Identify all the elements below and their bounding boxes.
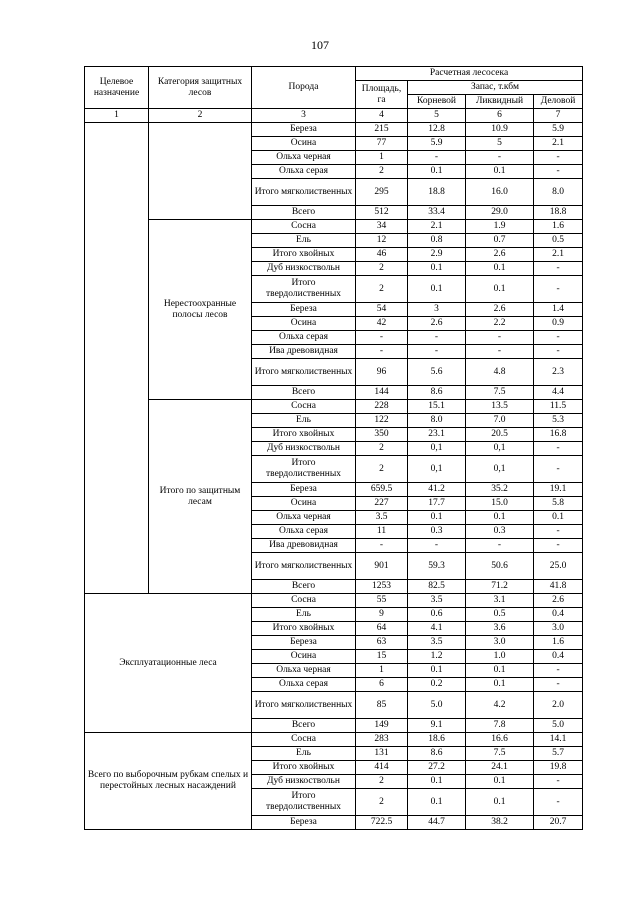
area-cell: 64	[356, 622, 408, 636]
root-stock-cell: 2.6	[408, 317, 466, 331]
col-number: 4	[356, 109, 408, 123]
liquid-stock-cell: -	[466, 345, 534, 359]
species-cell: Ольха черная	[252, 511, 356, 525]
root-stock-cell: 0.8	[408, 234, 466, 248]
business-stock-cell: 5.0	[534, 719, 583, 733]
header-species: Порода	[252, 67, 356, 109]
species-cell: Итого твердолиственных	[252, 276, 356, 303]
liquid-stock-cell: 24.1	[466, 761, 534, 775]
species-cell: Береза	[252, 123, 356, 137]
purpose-cell: Всего по выборочным рубкам спелых и перестойных лесных насаждений	[85, 733, 252, 830]
table-row	[85, 594, 583, 608]
root-stock-cell: 27.2	[408, 761, 466, 775]
root-stock-cell: 41.2	[408, 483, 466, 497]
area-cell: 11	[356, 525, 408, 539]
root-stock-cell: 0.1	[408, 165, 466, 179]
area-cell: -	[356, 331, 408, 345]
root-stock-cell: 33.4	[408, 206, 466, 220]
area-cell: 2	[356, 789, 408, 816]
root-stock-cell: 23.1	[408, 428, 466, 442]
business-stock-cell: 1.4	[534, 303, 583, 317]
business-stock-cell: 1.6	[534, 636, 583, 650]
root-stock-cell: 0.1	[408, 262, 466, 276]
col-number: 2	[149, 109, 252, 123]
liquid-stock-cell: 7.8	[466, 719, 534, 733]
business-stock-cell: 11.5	[534, 400, 583, 414]
table-row	[85, 220, 583, 234]
area-cell: 122	[356, 414, 408, 428]
area-cell: 414	[356, 761, 408, 775]
liquid-stock-cell: -	[466, 331, 534, 345]
root-stock-cell: -	[408, 331, 466, 345]
species-cell: Осина	[252, 317, 356, 331]
root-stock-cell: 0,1	[408, 456, 466, 483]
area-cell: 131	[356, 747, 408, 761]
area-cell: 149	[356, 719, 408, 733]
area-cell: 295	[356, 179, 408, 206]
species-cell: Ольха черная	[252, 151, 356, 165]
business-stock-cell: 2.6	[534, 594, 583, 608]
forest-cutting-table	[84, 66, 583, 830]
area-cell: 2	[356, 276, 408, 303]
area-cell: 215	[356, 123, 408, 137]
liquid-stock-cell: 7.0	[466, 414, 534, 428]
business-stock-cell: -	[534, 525, 583, 539]
species-cell: Береза	[252, 303, 356, 317]
header-category: Категория защитных лесов	[149, 67, 252, 109]
species-cell: Осина	[252, 650, 356, 664]
liquid-stock-cell: 35.2	[466, 483, 534, 497]
species-cell: Всего	[252, 386, 356, 400]
business-stock-cell: 2.0	[534, 692, 583, 719]
liquid-stock-cell: 13.5	[466, 400, 534, 414]
root-stock-cell: 8.6	[408, 747, 466, 761]
species-cell: Итого хвойных	[252, 761, 356, 775]
area-cell: 227	[356, 497, 408, 511]
root-stock-cell: -	[408, 539, 466, 553]
business-stock-cell: 41.8	[534, 580, 583, 594]
root-stock-cell: 17.7	[408, 497, 466, 511]
liquid-stock-cell: 0.1	[466, 262, 534, 276]
business-stock-cell: 3.0	[534, 622, 583, 636]
liquid-stock-cell: 1.0	[466, 650, 534, 664]
area-cell: -	[356, 345, 408, 359]
species-cell: Итого мягколиственных	[252, 359, 356, 386]
business-stock-cell: 2.3	[534, 359, 583, 386]
root-stock-cell: 4.1	[408, 622, 466, 636]
root-stock-cell: -	[408, 345, 466, 359]
root-stock-cell: 0.1	[408, 775, 466, 789]
species-cell: Сосна	[252, 220, 356, 234]
root-stock-cell: 1.2	[408, 650, 466, 664]
liquid-stock-cell: 20.5	[466, 428, 534, 442]
species-cell: Ольха серая	[252, 331, 356, 345]
root-stock-cell: 59.3	[408, 553, 466, 580]
root-stock-cell: 18.8	[408, 179, 466, 206]
liquid-stock-cell: 4.2	[466, 692, 534, 719]
business-stock-cell: -	[534, 345, 583, 359]
business-stock-cell: -	[534, 276, 583, 303]
root-stock-cell: 3	[408, 303, 466, 317]
root-stock-cell: 9.1	[408, 719, 466, 733]
area-cell: 46	[356, 248, 408, 262]
area-cell: 9	[356, 608, 408, 622]
root-stock-cell: 18.6	[408, 733, 466, 747]
business-stock-cell: -	[534, 165, 583, 179]
area-cell: 1253	[356, 580, 408, 594]
col-number: 6	[466, 109, 534, 123]
header-stock: Запас, т.кбм	[408, 81, 583, 95]
species-cell: Осина	[252, 497, 356, 511]
table-row	[85, 733, 583, 747]
root-stock-cell: 5.0	[408, 692, 466, 719]
area-cell: 2	[356, 165, 408, 179]
liquid-stock-cell: 2.2	[466, 317, 534, 331]
business-stock-cell: 0.1	[534, 511, 583, 525]
root-stock-cell: 0.1	[408, 664, 466, 678]
business-stock-cell: -	[534, 678, 583, 692]
species-cell: Береза	[252, 816, 356, 830]
col-number: 3	[252, 109, 356, 123]
business-stock-cell: 19.8	[534, 761, 583, 775]
business-stock-cell: 5.8	[534, 497, 583, 511]
area-cell: 722.5	[356, 816, 408, 830]
root-stock-cell: 0.6	[408, 608, 466, 622]
species-cell: Дуб низкоствольн	[252, 442, 356, 456]
category-cell: Нерестоохранные полосы лесов	[149, 220, 252, 400]
species-cell: Ель	[252, 608, 356, 622]
liquid-stock-cell: 3.6	[466, 622, 534, 636]
business-stock-cell: 19.1	[534, 483, 583, 497]
area-cell: 42	[356, 317, 408, 331]
species-cell: Сосна	[252, 400, 356, 414]
business-stock-cell: 0.9	[534, 317, 583, 331]
business-stock-cell: -	[534, 151, 583, 165]
species-cell: Сосна	[252, 594, 356, 608]
liquid-stock-cell: 10.9	[466, 123, 534, 137]
species-cell: Итого твердолиственных	[252, 456, 356, 483]
liquid-stock-cell: 0.1	[466, 664, 534, 678]
liquid-stock-cell: 3.0	[466, 636, 534, 650]
area-cell: -	[356, 539, 408, 553]
liquid-stock-cell: -	[466, 539, 534, 553]
root-stock-cell: 8.0	[408, 414, 466, 428]
area-cell: 1	[356, 664, 408, 678]
species-cell: Ель	[252, 234, 356, 248]
table-row	[85, 400, 583, 414]
liquid-stock-cell: 0.5	[466, 608, 534, 622]
purpose-cell	[85, 123, 149, 594]
species-cell: Ива древовидная	[252, 539, 356, 553]
root-stock-cell: 5.6	[408, 359, 466, 386]
liquid-stock-cell: 7.5	[466, 386, 534, 400]
area-cell: 6	[356, 678, 408, 692]
business-stock-cell: -	[534, 331, 583, 345]
species-cell: Итого мягколиственных	[252, 553, 356, 580]
business-stock-cell: 14.1	[534, 733, 583, 747]
business-stock-cell: 0.5	[534, 234, 583, 248]
root-stock-cell: 0.1	[408, 511, 466, 525]
liquid-stock-cell: 0,1	[466, 442, 534, 456]
category-cell	[149, 123, 252, 220]
species-cell: Всего	[252, 206, 356, 220]
species-cell: Ольха серая	[252, 525, 356, 539]
area-cell: 77	[356, 137, 408, 151]
liquid-stock-cell: 71.2	[466, 580, 534, 594]
liquid-stock-cell: 1.9	[466, 220, 534, 234]
species-cell: Ольха серая	[252, 678, 356, 692]
liquid-stock-cell: 4.8	[466, 359, 534, 386]
area-cell: 512	[356, 206, 408, 220]
root-stock-cell: 0.1	[408, 789, 466, 816]
liquid-stock-cell: 16.0	[466, 179, 534, 206]
root-stock-cell: 5.9	[408, 137, 466, 151]
area-cell: 2	[356, 442, 408, 456]
liquid-stock-cell: 2.6	[466, 303, 534, 317]
business-stock-cell: -	[534, 539, 583, 553]
species-cell: Итого твердолиственных	[252, 789, 356, 816]
business-stock-cell: 0.4	[534, 608, 583, 622]
area-cell: 15	[356, 650, 408, 664]
root-stock-cell: 2.1	[408, 220, 466, 234]
area-cell: 85	[356, 692, 408, 719]
area-cell: 12	[356, 234, 408, 248]
liquid-stock-cell: -	[466, 151, 534, 165]
area-cell: 228	[356, 400, 408, 414]
root-stock-cell: 0.3	[408, 525, 466, 539]
area-cell: 54	[356, 303, 408, 317]
liquid-stock-cell: 16.6	[466, 733, 534, 747]
species-cell: Дуб низкоствольн	[252, 775, 356, 789]
header-business: Деловой	[534, 95, 583, 109]
area-cell: 350	[356, 428, 408, 442]
root-stock-cell: 0.1	[408, 276, 466, 303]
root-stock-cell: 15.1	[408, 400, 466, 414]
liquid-stock-cell: 0.1	[466, 789, 534, 816]
business-stock-cell: -	[534, 262, 583, 276]
species-cell: Ива древовидная	[252, 345, 356, 359]
col-number: 1	[85, 109, 149, 123]
area-cell: 2	[356, 456, 408, 483]
liquid-stock-cell: 0.1	[466, 276, 534, 303]
business-stock-cell: -	[534, 775, 583, 789]
liquid-stock-cell: 7.5	[466, 747, 534, 761]
col-number: 7	[534, 109, 583, 123]
area-cell: 63	[356, 636, 408, 650]
business-stock-cell: 20.7	[534, 816, 583, 830]
liquid-stock-cell: 0.1	[466, 165, 534, 179]
area-cell: 1	[356, 151, 408, 165]
species-cell: Береза	[252, 483, 356, 497]
root-stock-cell: 82.5	[408, 580, 466, 594]
root-stock-cell: 2.9	[408, 248, 466, 262]
business-stock-cell: 4.4	[534, 386, 583, 400]
area-cell: 659.5	[356, 483, 408, 497]
liquid-stock-cell: 5	[466, 137, 534, 151]
header-root: Корневой	[408, 95, 466, 109]
species-cell: Осина	[252, 137, 356, 151]
business-stock-cell: 5.7	[534, 747, 583, 761]
root-stock-cell: 12.8	[408, 123, 466, 137]
business-stock-cell: 25.0	[534, 553, 583, 580]
species-cell: Итого хвойных	[252, 622, 356, 636]
liquid-stock-cell: 2.6	[466, 248, 534, 262]
root-stock-cell: 3.5	[408, 594, 466, 608]
liquid-stock-cell: 29.0	[466, 206, 534, 220]
species-cell: Итого хвойных	[252, 248, 356, 262]
root-stock-cell: 8.6	[408, 386, 466, 400]
category-cell: Итого по защитным лесам	[149, 400, 252, 594]
liquid-stock-cell: 0.7	[466, 234, 534, 248]
area-cell: 2	[356, 775, 408, 789]
liquid-stock-cell: 15.0	[466, 497, 534, 511]
area-cell: 96	[356, 359, 408, 386]
business-stock-cell: 5.9	[534, 123, 583, 137]
liquid-stock-cell: 0,1	[466, 456, 534, 483]
purpose-cell: Эксплуатационные леса	[85, 594, 252, 733]
business-stock-cell: -	[534, 442, 583, 456]
root-stock-cell: 44.7	[408, 816, 466, 830]
area-cell: 55	[356, 594, 408, 608]
species-cell: Всего	[252, 580, 356, 594]
area-cell: 901	[356, 553, 408, 580]
business-stock-cell: 0.4	[534, 650, 583, 664]
liquid-stock-cell: 38.2	[466, 816, 534, 830]
business-stock-cell: 16.8	[534, 428, 583, 442]
species-cell: Ольха серая	[252, 165, 356, 179]
area-cell: 283	[356, 733, 408, 747]
liquid-stock-cell: 0.3	[466, 525, 534, 539]
species-cell: Береза	[252, 636, 356, 650]
business-stock-cell: 1.6	[534, 220, 583, 234]
root-stock-cell: 0,1	[408, 442, 466, 456]
root-stock-cell: -	[408, 151, 466, 165]
species-cell: Дуб низкоствольн	[252, 262, 356, 276]
area-cell: 144	[356, 386, 408, 400]
header-cutting-area: Расчетная лесосека	[356, 67, 583, 81]
liquid-stock-cell: 0.1	[466, 511, 534, 525]
business-stock-cell: 5.3	[534, 414, 583, 428]
business-stock-cell: -	[534, 456, 583, 483]
area-cell: 3.5	[356, 511, 408, 525]
area-cell: 34	[356, 220, 408, 234]
business-stock-cell: -	[534, 789, 583, 816]
root-stock-cell: 0.2	[408, 678, 466, 692]
species-cell: Итого мягколиственных	[252, 692, 356, 719]
liquid-stock-cell: 0.1	[466, 775, 534, 789]
business-stock-cell: 2.1	[534, 137, 583, 151]
species-cell: Ель	[252, 414, 356, 428]
area-cell: 2	[356, 262, 408, 276]
liquid-stock-cell: 3.1	[466, 594, 534, 608]
header-liquid: Ликвидный	[466, 95, 534, 109]
business-stock-cell: -	[534, 664, 583, 678]
species-cell: Ель	[252, 747, 356, 761]
business-stock-cell: 18.8	[534, 206, 583, 220]
header-area: Площадь, га	[356, 81, 408, 109]
header-purpose: Целевое назначение	[85, 67, 149, 109]
col-number: 5	[408, 109, 466, 123]
column-numbers-row	[85, 109, 583, 123]
species-cell: Итого хвойных	[252, 428, 356, 442]
species-cell: Всего	[252, 719, 356, 733]
liquid-stock-cell: 50.6	[466, 553, 534, 580]
species-cell: Ольха черная	[252, 664, 356, 678]
species-cell: Итого мягколиственных	[252, 179, 356, 206]
table-body	[85, 123, 583, 830]
business-stock-cell: 2.1	[534, 248, 583, 262]
liquid-stock-cell: 0.1	[466, 678, 534, 692]
table-row	[85, 123, 583, 137]
root-stock-cell: 3.5	[408, 636, 466, 650]
page-number: 107	[311, 38, 329, 52]
species-cell: Сосна	[252, 733, 356, 747]
business-stock-cell: 8.0	[534, 179, 583, 206]
